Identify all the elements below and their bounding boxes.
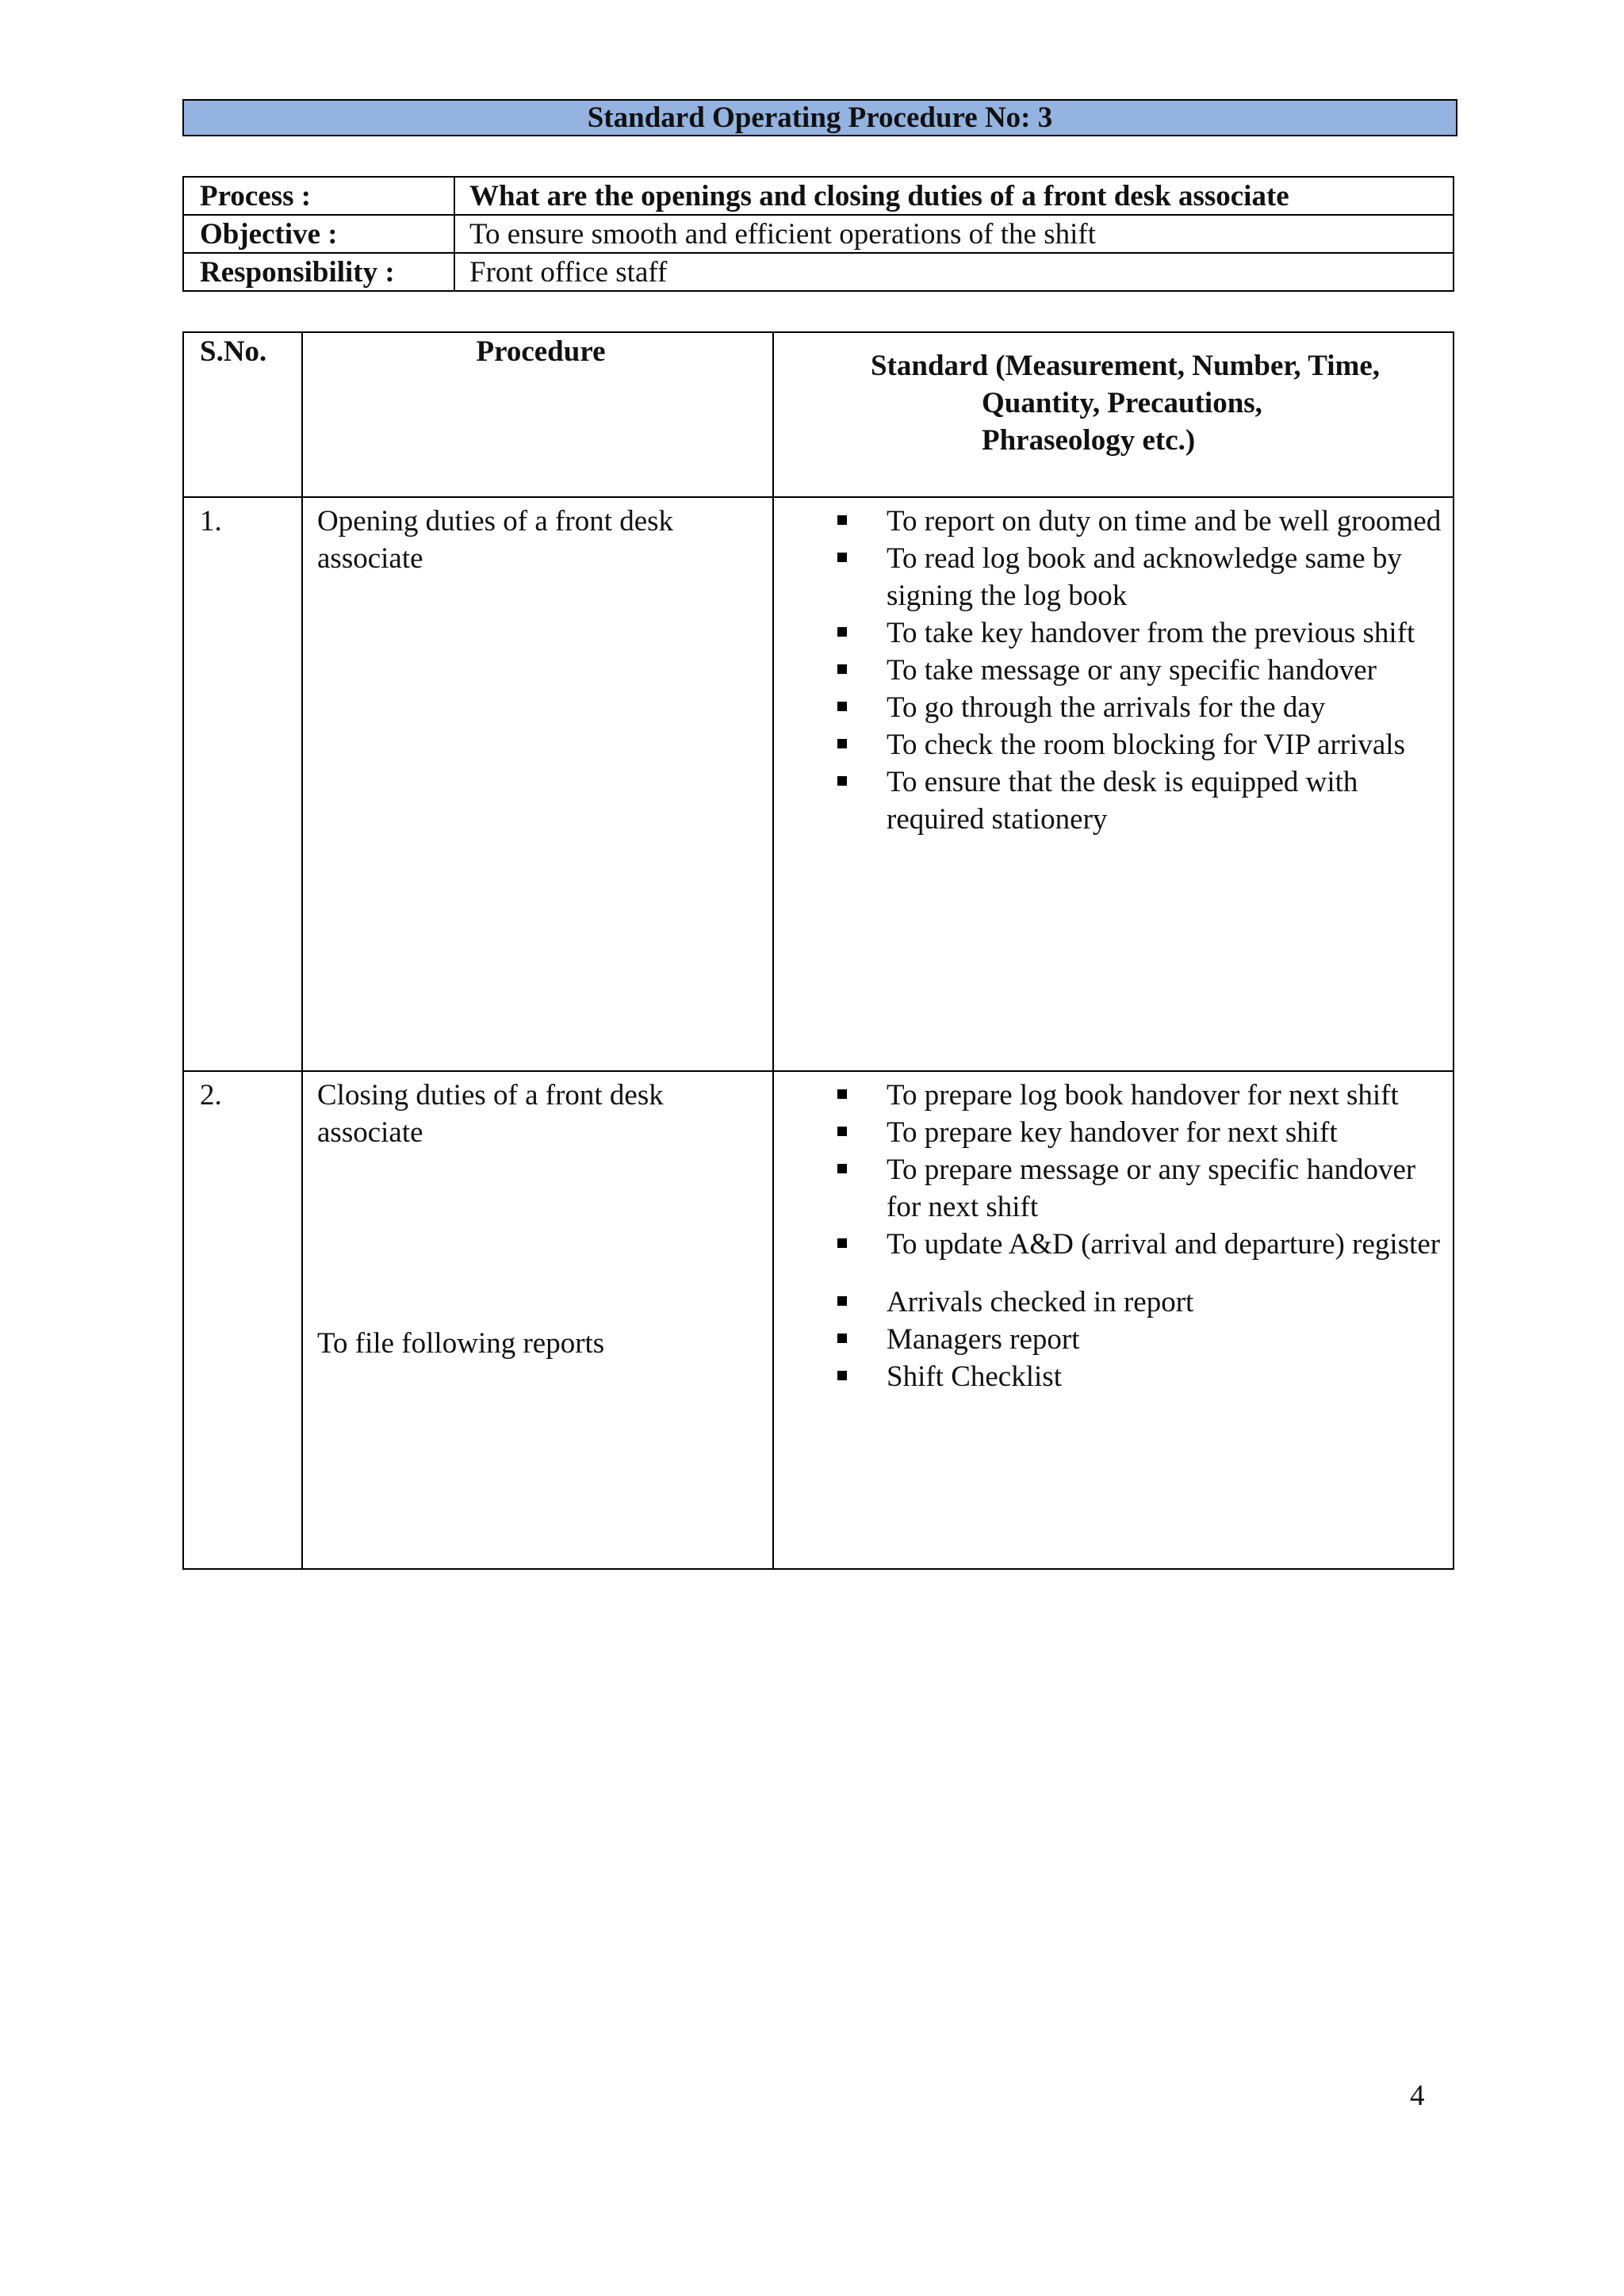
table-row <box>183 1071 1454 1569</box>
row-sno: 1. <box>183 497 302 1071</box>
process-row <box>183 177 1454 215</box>
page-number: 4 <box>1410 2080 1425 2112</box>
list-spacer <box>837 1263 1445 1284</box>
header-procedure: Procedure <box>302 332 773 497</box>
square-bullet-icon <box>837 1371 847 1380</box>
square-bullet-icon <box>837 515 847 525</box>
square-bullet-icon <box>837 664 847 674</box>
table-row <box>183 497 1454 1071</box>
standards-list <box>837 503 1445 838</box>
process-label: Process : <box>183 177 454 215</box>
responsibility-label: Responsibility : <box>183 253 454 291</box>
square-bullet-icon <box>837 1296 847 1306</box>
square-bullet-icon <box>837 1334 847 1343</box>
square-bullet-icon <box>837 776 847 786</box>
objective-value: To ensure smooth and efficient operations of the shift <box>454 215 1454 253</box>
procedure-table <box>182 331 1454 1570</box>
header-standard-line1: Standard (Measurement, Number, Time, <box>870 350 1381 382</box>
list-item: To report on duty on time and be well groomed <box>837 503 1445 540</box>
square-bullet-icon <box>837 627 847 637</box>
header-standard-line2: Quantity, Precautions, <box>982 387 1262 419</box>
sop-info-table <box>182 176 1454 292</box>
list-item: Managers report <box>837 1321 1445 1358</box>
square-bullet-icon <box>837 1089 847 1099</box>
list-item: To take key handover from the previous shift <box>837 614 1445 652</box>
objective-label: Objective : <box>183 215 454 253</box>
header-standard-line3: Phraseology etc.) <box>982 424 1196 457</box>
process-value: What are the openings and closing duties of a front desk associate <box>454 177 1454 215</box>
reports-list <box>837 1284 1445 1395</box>
responsibility-row <box>183 253 1454 291</box>
square-bullet-icon <box>837 739 847 748</box>
row-standards <box>773 497 1454 1071</box>
row-procedure: Opening duties of a front desk associate <box>302 497 773 1071</box>
list-item: To go through the arrivals for the day <box>837 689 1445 726</box>
row-procedure <box>302 1071 773 1569</box>
list-item: To prepare log book handover for next shift <box>837 1077 1445 1114</box>
square-bullet-icon <box>837 1164 847 1173</box>
sop-title: Standard Operating Procedure No: 3 <box>182 99 1457 136</box>
list-item: Arrivals checked in report <box>837 1284 1445 1321</box>
list-item: To read log book and acknowledge same by signing the log book <box>837 540 1445 614</box>
square-bullet-icon <box>837 702 847 711</box>
row-standards <box>773 1071 1454 1569</box>
procedure-extra-text: To file following reports <box>317 1327 605 1360</box>
list-item: To ensure that the desk is equipped with required stationery <box>837 763 1445 838</box>
objective-row <box>183 215 1454 253</box>
list-item: To update A&D (arrival and departure) register <box>837 1226 1445 1263</box>
row-sno: 2. <box>183 1071 302 1569</box>
responsibility-value: Front office staff <box>454 253 1454 291</box>
square-bullet-icon <box>837 553 847 562</box>
header-sno: S.No. <box>183 332 302 497</box>
standards-list <box>837 1077 1445 1263</box>
square-bullet-icon <box>837 1238 847 1248</box>
list-item: To take message or any specific handover <box>837 652 1445 689</box>
header-standard <box>773 332 1454 497</box>
list-item: To check the room blocking for VIP arrivals <box>837 726 1445 763</box>
list-item: Shift Checklist <box>837 1358 1445 1395</box>
procedure-table-header <box>183 332 1454 497</box>
procedure-text: Closing duties of a front desk associate <box>317 1079 664 1149</box>
square-bullet-icon <box>837 1127 847 1136</box>
list-item: To prepare key handover for next shift <box>837 1114 1445 1151</box>
list-item: To prepare message or any specific handover for next shift <box>837 1151 1445 1226</box>
